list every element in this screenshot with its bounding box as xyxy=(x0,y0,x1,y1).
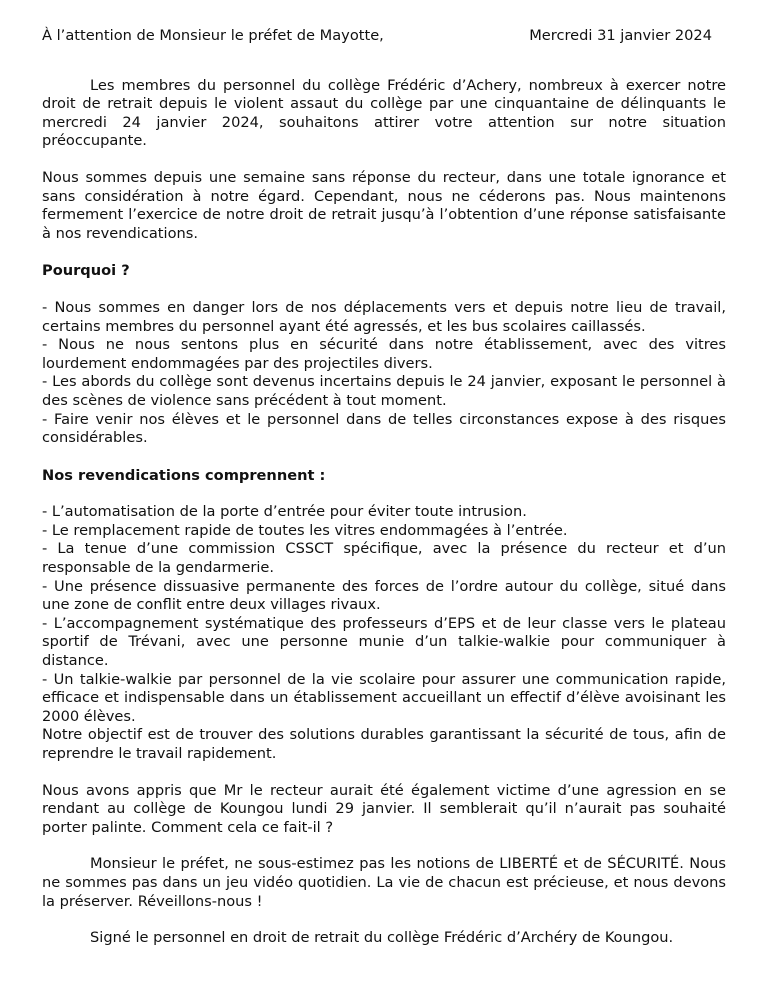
why-heading: Pourquoi ? xyxy=(42,262,130,280)
letter-date: Mercredi 31 janvier 2024 xyxy=(529,27,712,44)
demand-item-2: - Le remplacement rapide de toutes les vitres endommagées à l’entrée. xyxy=(42,521,568,539)
signature-line: Signé le personnel en droit de retrait du collège Frédéric d’Archéry de Koungou. xyxy=(90,929,674,947)
recipient-line: À l’attention de Monsieur le préfet de Mayotte, xyxy=(42,27,384,44)
demand-item-1: - L’automatisation de la porte d’entrée pour éviter toute intrusion. xyxy=(42,503,527,521)
demand-item-5: - L’accompagnement systématique des professeurs d’EPS et de leur classe vers le plateau sportif de Trévani, avec une personne munie d’un talkie-walkie pour communiquer à distance. xyxy=(42,614,726,670)
rector-paragraph: Nous avons appris que Mr le recteur aurait été également victime d’une agression en se rendant au collège de Koungou lundi 29 janvier. Il semblerait qu’il n’aurait pas souhaité porter palinte. Comment cela ce fait-il ? xyxy=(42,781,726,836)
paragraph-no-response: Nous sommes depuis une semaine sans réponse du recteur, dans une totale ignorance et sans considération à notre égard. Cependant, nous ne céderons pas. Nous maintenons fermement l’exercice de notre droit de retrait jusqu’à l’obtention d’une réponse satisfaisante à nos revendications. xyxy=(42,168,726,242)
demand-item-3: - La tenue d’une commission CSSCT spécifique, avec la présence du recteur et d’un responsable de la gendarmerie. xyxy=(42,540,726,577)
why-item-3: - Les abords du collège sont devenus incertains depuis le 24 janvier, exposant le personnel à des scènes de violence sans précédent à tout moment. xyxy=(42,373,726,409)
demands-list xyxy=(42,503,726,726)
why-list xyxy=(42,299,726,448)
why-item-1: - Nous sommes en danger lors de nos déplacements vers et depuis notre lieu de travail, certains membres du personnel ayant été agressés, et les bus scolaires caillassés. xyxy=(42,298,726,335)
why-item-4: - Faire venir nos élèves et le personnel dans de telles circonstances expose à des risques considérables. xyxy=(42,410,726,447)
why-item-2: - Nous ne nous sentons plus en sécurité dans notre établissement, avec des vitres lourdement endommagées par des projectiles divers. xyxy=(42,336,726,372)
intro-paragraph: Les membres du personnel du collège Frédéric d’Achery, nombreux à exercer notre droit de retrait depuis le violent assaut du collège par une cinquantaine de délinquants le mercredi 24 janvier 2024, souhaitons attirer votre attention sur notre situation préoccupante. xyxy=(42,76,726,150)
demand-item-6: - Un talkie-walkie par personnel de la vie scolaire pour assurer une communication rapide, efficace et indispensable dans un établissement accueillant un effectif d’élève avoisinant les 2000 élèves. xyxy=(42,670,726,725)
letter-header xyxy=(42,27,726,46)
objective-paragraph: Notre objectif est de trouver des solutions durables garantissant la sécurité de tous, afin de reprendre le travail rapidement. xyxy=(42,726,726,762)
demands-heading: Nos revendications comprennent : xyxy=(42,466,326,484)
appeal-paragraph: Monsieur le préfet, ne sous-estimez pas les notions de LIBERTÉ et de SÉCURITÉ. Nous ne sommes pas dans un jeu vidéo quotidien. La vie de chacun est précieuse, et nous devons la préserver. Réveillons-nous ! xyxy=(42,855,726,910)
demand-item-4: - Une présence dissuasive permanente des forces de l’ordre autour du collège, situé dans une zone de conflit entre deux villages rivaux. xyxy=(42,577,726,614)
